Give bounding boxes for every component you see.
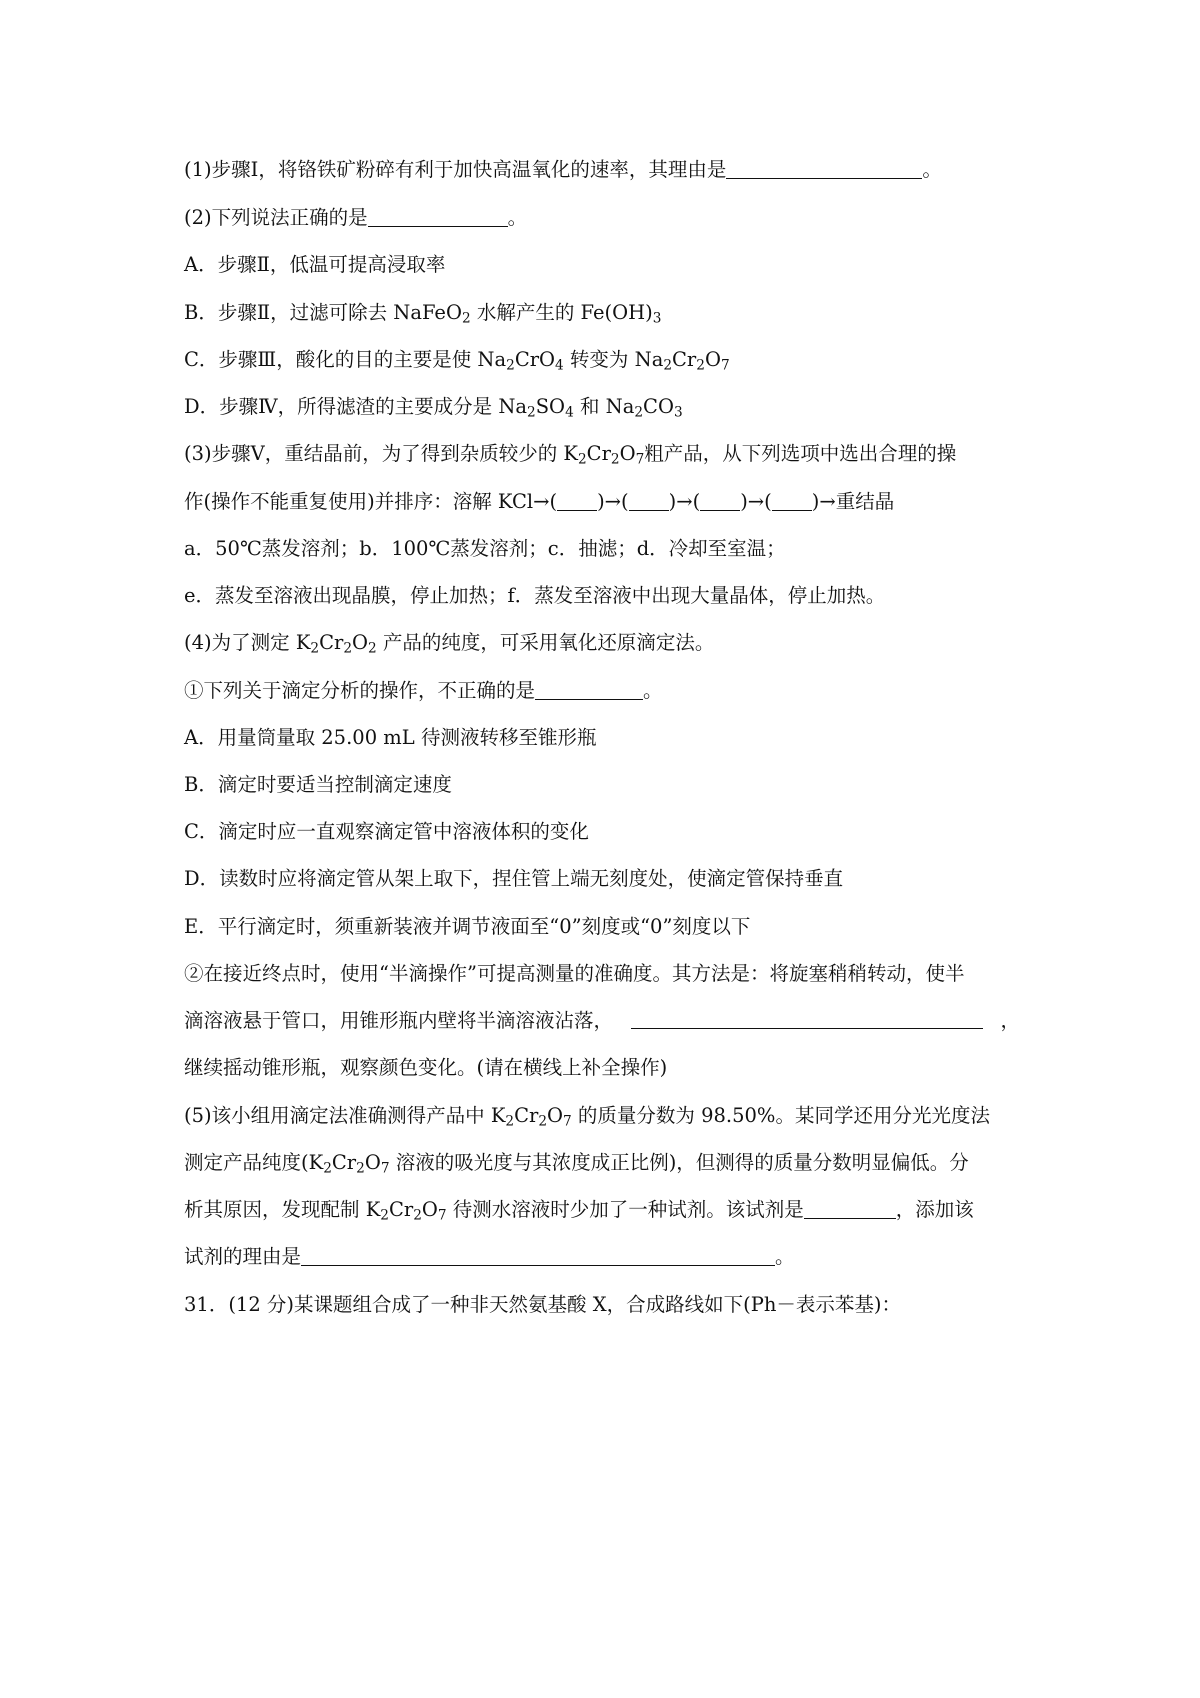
q3-options-a: a．50℃蒸发溶剂；b．100℃蒸发溶剂；c．抽滤；d．冷却至室温； [184,537,786,560]
q3-options-b: e．蒸发至溶液出现晶膜，停止加热；f．蒸发至溶液中出现大量晶体，停止加热。 [184,584,886,607]
q4-sub2-line-3: 继续摇动锥形瓶，观察颜色变化。(请在横线上补全操作) [184,1056,668,1079]
sequence-blank-4[interactable] [772,490,812,511]
q2-option-c: C．步骤Ⅲ，酸化的目的主要是使 $Na_2CrO_4$ 转变为 $Na_2Cr_2O_7$ [184,348,730,374]
q5-line-4: 试剂的理由是 。 [184,1245,795,1268]
q4-sub2-line-2: 滴溶液悬于管口，用锥形瓶内壁将半滴溶液沾落， ， [184,1009,1020,1032]
q2-option-d: D．步骤Ⅳ，所得滤渣的主要成分是 $Na_2SO_4$ 和 $Na_2CO_3$ [184,395,683,421]
q5-line-2: 测定产品纯度($K_2Cr_2O_7$ 溶液的吸光度与其浓度成正比例)，但测得的质量分数明显偏低。分 [184,1151,969,1177]
q31-stem: 31．(12 分)某课题组合成了一种非天然氨基酸 X，合成路线如下(Ph－表示苯基)： [184,1293,902,1316]
q3-line-2: 作(操作不能重复使用)并排序：溶解 KCl→( )→( )→( )→( )→重结晶 [184,490,895,513]
q4-option-d: D．读数时应将滴定管从架上取下，捏住管上端无刻度处，使滴定管保持垂直 [184,867,844,890]
answer-blank[interactable] [726,158,922,179]
q4-stem: (4)为了测定 $K_2Cr_2O_2$ 产品的纯度，可采用氧化还原滴定法。 [184,631,715,657]
answer-blank[interactable] [631,1008,983,1029]
sequence-blank-3[interactable] [700,490,740,511]
answer-blank[interactable] [535,679,643,700]
q4-sub1: ①下列关于滴定分析的操作，不正确的是 。 [184,679,663,702]
q2-option-b: B．步骤Ⅱ，过滤可除去 NaFeO$_2$ 水解产生的 $Fe(OH)_3$ [184,301,662,327]
q3-line-1: (3)步骤Ⅴ，重结晶前，为了得到杂质较少的 $K_2Cr_2O_7$粗产品，从下列选项中选出合理的操 [184,442,957,468]
q5-line-3: 析其原因，发现配制 $K_2Cr_2O_7$ 待测水溶液时少加了一种试剂。该试剂是 ，添加该 [184,1198,974,1224]
q4-option-e: E．平行滴定时，须重新装液并调节液面至“0”刻度或“0”刻度以下 [184,915,751,938]
q1-line: (1)步骤Ⅰ，将铬铁矿粉碎有利于加快高温氧化的速率，其理由是 。 [184,158,942,181]
q4-option-c: C．滴定时应一直观察滴定管中溶液体积的变化 [184,820,589,843]
q4-option-b: B．滴定时要适当控制滴定速度 [184,773,452,796]
q4-sub2-line-1: ②在接近终点时，使用“半滴操作”可提高测量的准确度。其方法是：将旋塞稍稍转动，使半 [184,962,965,985]
q4-option-a: A．用量筒量取 25.00 mL 待测液转移至锥形瓶 [184,726,597,749]
sequence-blank-2[interactable] [629,490,669,511]
q2-stem: (2)下列说法正确的是 。 [184,206,528,229]
reagent-blank[interactable] [804,1198,896,1219]
reason-blank[interactable] [301,1245,775,1266]
sequence-blank-1[interactable] [557,490,597,511]
q5-line-1: (5)该小组用滴定法准确测得产品中 $K_2Cr_2O_7$ 的质量分数为 98.50%。某同学还用分光光度法 [184,1104,990,1130]
q2-option-a: A．步骤Ⅱ，低温可提高浸取率 [184,253,446,276]
answer-blank[interactable] [368,206,508,227]
